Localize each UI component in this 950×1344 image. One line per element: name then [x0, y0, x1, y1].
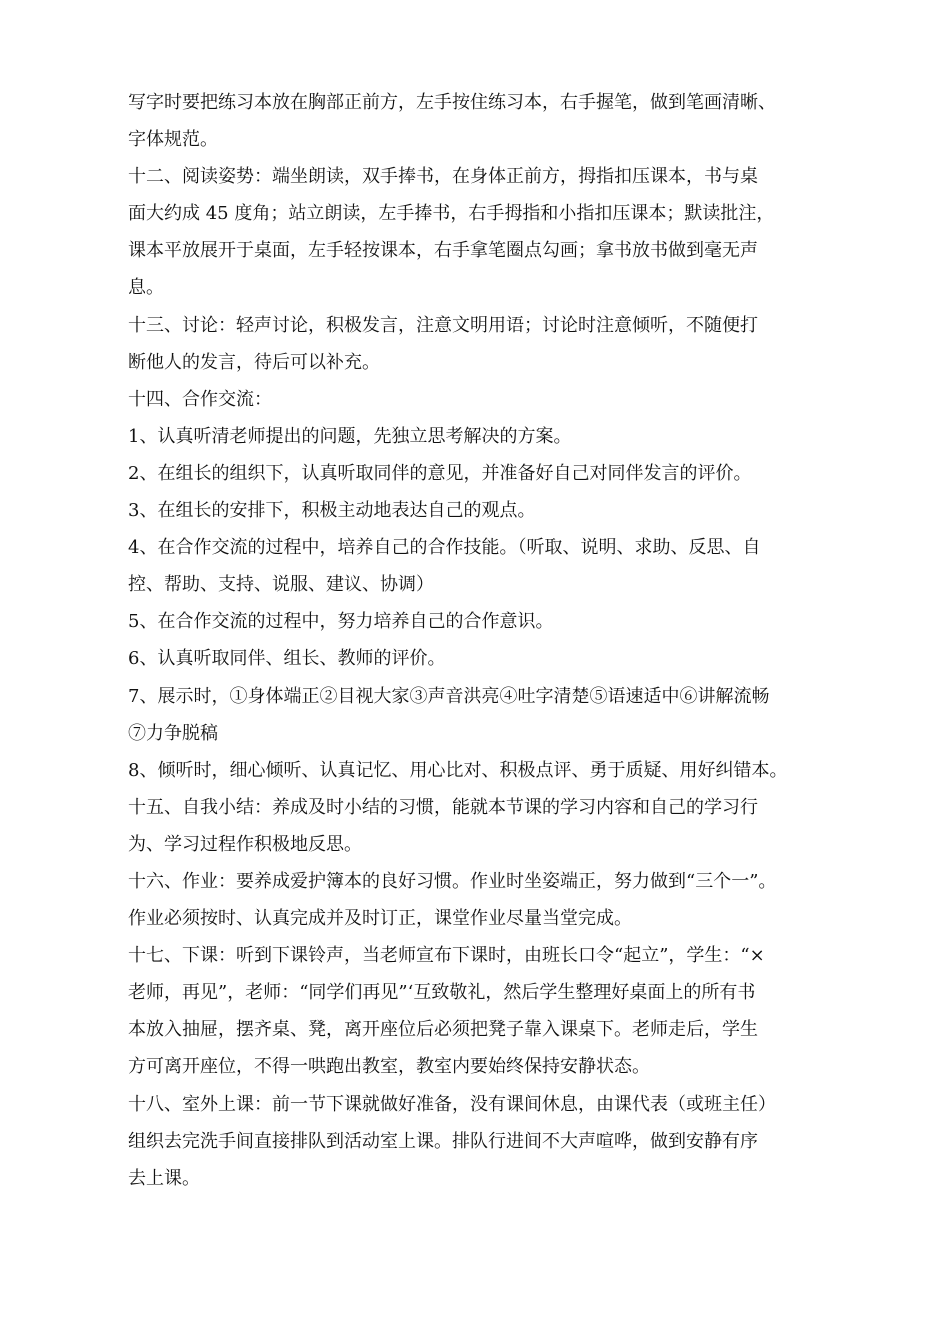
text-line: 息。 — [128, 277, 164, 299]
paragraph-14-cooperation-heading — [128, 381, 818, 418]
list-item-3 — [128, 492, 818, 529]
text-line: 控、帮助、支持、说服、建议、协调） — [128, 574, 434, 596]
paragraph-16-homework — [128, 863, 818, 937]
paragraph-17-class-dismissal — [128, 937, 818, 1085]
text-line: 1、认真听清老师提出的问题，先独立思考解决的方案。 — [128, 425, 572, 447]
list-item-5 — [128, 603, 818, 640]
text-line: ⑦力争脱稿 — [128, 722, 218, 744]
text-line: 十七、下课：听到下课铃声，当老师宣布下课时，由班长口令“起立”，学生：“× — [128, 945, 765, 967]
text-line: 十四、合作交流： — [128, 388, 272, 410]
text-line: 十八、室外上课：前一节下课就做好准备，没有课间休息，由课代表（或班主任） — [128, 1093, 776, 1115]
text-line: 面大约成 45 度角；站立朗读，左手捧书，右手拇指和小指扣压课本；默读批注， — [128, 203, 775, 225]
text-line: 十六、作业：要养成爱护簿本的良好习惯。作业时坐姿端正，努力做到“三个一”。 — [128, 870, 777, 892]
document-body — [128, 84, 818, 1197]
text-line: 字体规范。 — [128, 129, 218, 151]
text-line: 3、在组长的安排下，积极主动地表达自己的观点。 — [128, 500, 536, 522]
text-line: 课本平放展开于桌面，左手轻按课本，右手拿笔圈点勾画；拿书放书做到毫无声 — [128, 240, 758, 262]
list-item-2 — [128, 455, 818, 492]
text-line: 6、认真听取同伴、组长、教师的评价。 — [128, 648, 446, 670]
text-line: 5、在合作交流的过程中，努力培养自己的合作意识。 — [128, 611, 554, 633]
text-line: 7、展示时，①身体端正②目视大家③声音洪亮④吐字清楚⑤语速适中⑥讲解流畅 — [128, 685, 770, 707]
text-line: 方可离开座位，不得一哄跑出教室，教室内要始终保持安静状态。 — [128, 1056, 650, 1078]
text-line: 4、在合作交流的过程中，培养自己的合作技能。（听取、说明、求助、反思、自 — [128, 537, 761, 559]
list-item-4 — [128, 529, 818, 603]
text-line: 十二、阅读姿势：端坐朗读，双手捧书，在身体正前方，拇指扣压课本，书与桌 — [128, 166, 758, 188]
paragraph-12-reading-posture — [128, 158, 818, 306]
paragraph-15-self-summary — [128, 789, 818, 863]
text-line: 为、学习过程作积极地反思。 — [128, 833, 362, 855]
text-line: 写字时要把练习本放在胸部正前方，左手按住练习本，右手握笔，做到笔画清晰、 — [128, 92, 776, 113]
text-line: 十五、自我小结：养成及时小结的习惯，能就本节课的学习内容和自己的学习行 — [128, 796, 758, 818]
paragraph-writing-posture-cont — [128, 84, 818, 158]
text-line: 8、倾听时，细心倾听、认真记忆、用心比对、积极点评、勇于质疑、用好纠错本。 — [128, 759, 788, 781]
text-line: 作业必须按时、认真完成并及时订正，课堂作业尽量当堂完成。 — [128, 908, 632, 930]
text-line: 组织去完洗手间直接排队到活动室上课。排队行进间不大声喧哗，做到安静有序 — [128, 1130, 758, 1152]
text-line: 2、在组长的组织下，认真听取同伴的意见，并准备好自己对同伴发言的评价。 — [128, 462, 752, 484]
paragraph-18-outdoor-class — [128, 1086, 818, 1197]
text-line: 老师，再见”，老师：“同学们再见”‘互致敬礼，然后学生整理好桌面上的所有书 — [128, 982, 756, 1004]
text-line: 十三、讨论：轻声讨论，积极发言，注意文明用语；讨论时注意倾听，不随便打 — [128, 314, 758, 336]
list-item-8 — [128, 752, 818, 789]
text-line: 断他人的发言，待后可以补充。 — [128, 351, 380, 373]
list-item-7 — [128, 678, 818, 752]
paragraph-13-discussion — [128, 307, 818, 381]
text-line: 去上课。 — [128, 1167, 200, 1189]
list-item-1 — [128, 418, 818, 455]
list-item-6 — [128, 640, 818, 677]
text-line: 本放入抽屉，摆齐桌、凳，离开座位后必须把凳子靠入课桌下。老师走后，学生 — [128, 1019, 758, 1041]
